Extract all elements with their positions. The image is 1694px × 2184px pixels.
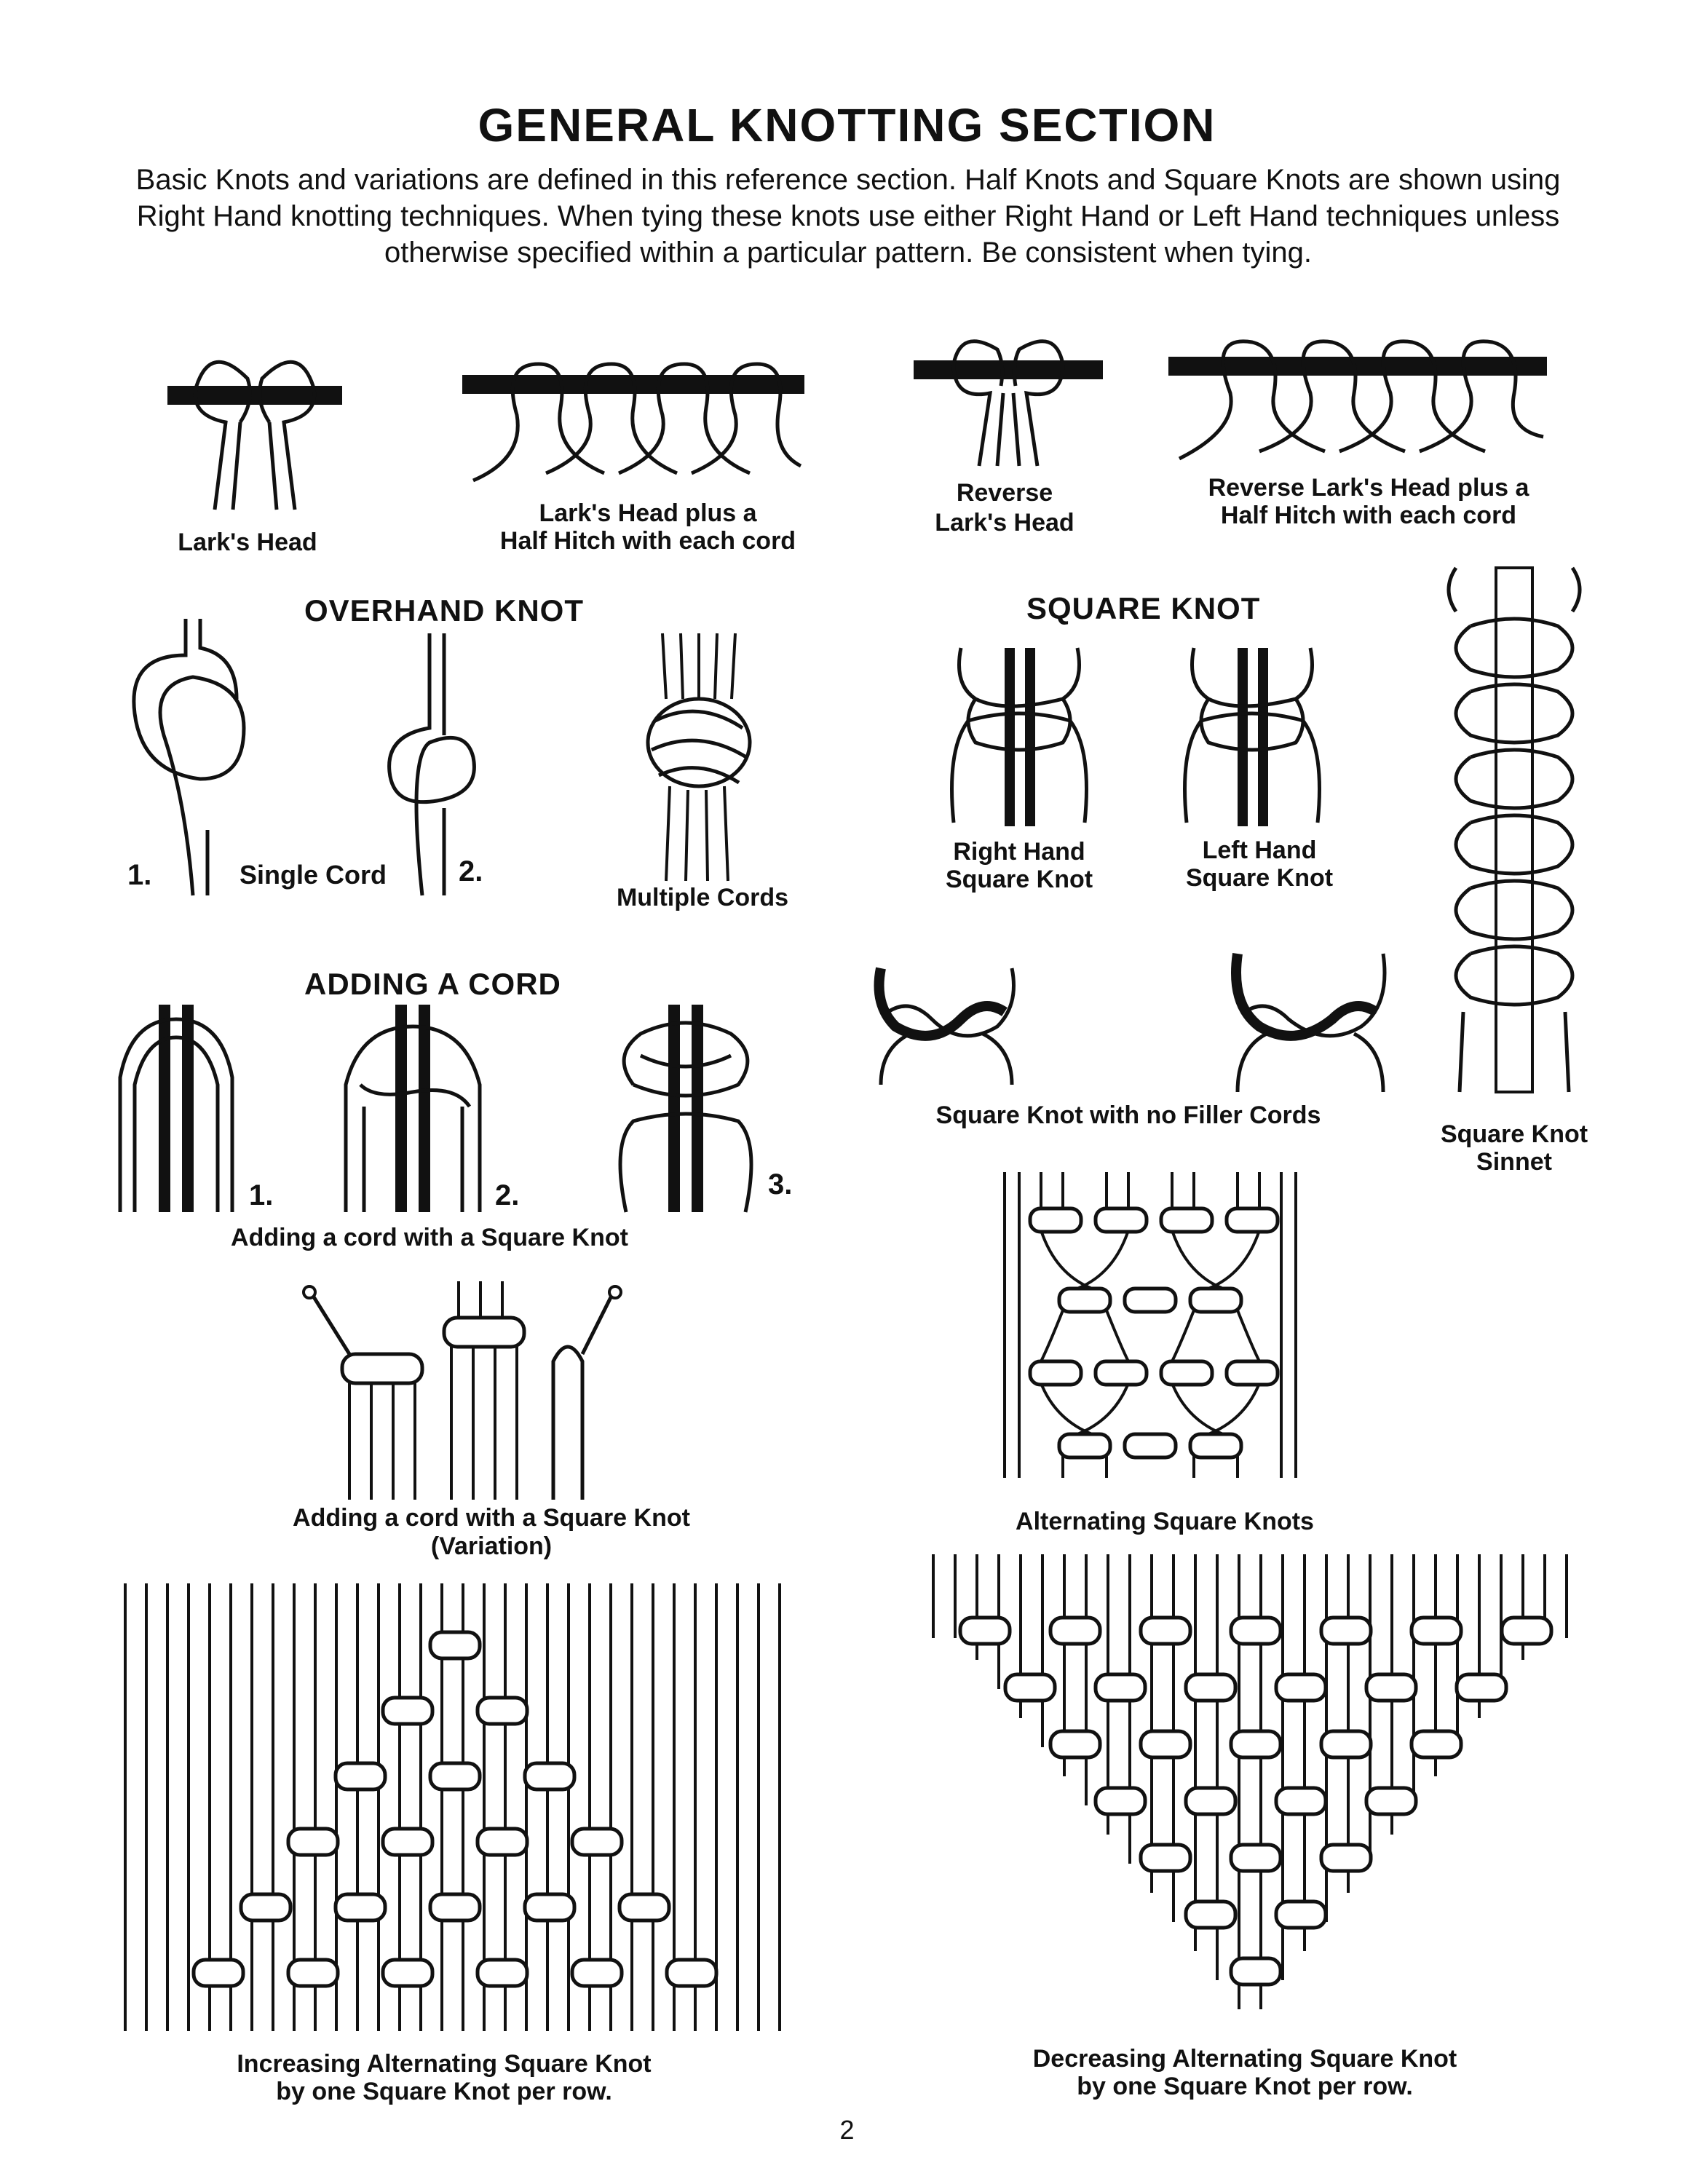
adding-cord-variation-label-1: Adding a cord with a Square Knot [293,1504,690,1532]
square-knot-mark [430,1894,480,1920]
sinnet-label-2: Sinnet [1476,1148,1552,1176]
square-knot-mark [1276,1788,1326,1814]
adding-cord-step2-illustration [331,997,506,1216]
square-knot-mark [1231,1618,1281,1644]
square-knot-mark [1005,1674,1055,1701]
overhand-knot-heading: OVERHAND KNOT [304,593,585,628]
reverse-larks-head-label-2: Lark's Head [935,509,1074,537]
right-hand-square-knot-label-1: Right Hand [953,838,1085,866]
square-knot-mark [383,1960,432,1986]
right-hand-square-knot-label-2: Square Knot [945,866,1093,893]
adding-cord-step3-illustration [604,997,772,1216]
intro-paragraph: Basic Knots and variations are defined in this reference section. Half Knots and Square Knots are shown using Right Hand knotting techniques. When tying these knots use either Right Hand or Left Hand techniques unless otherwise specified within a particular pattern. Be consistent when tying. [135,164,1561,269]
square-knot-mark [1366,1788,1416,1814]
sinnet-label-1: Square Knot [1440,1120,1588,1148]
decreasing-alternating-square-knot-illustration [925,1551,1587,2031]
adding-step2-number: 2. [495,1179,520,1211]
square-knot-mark [383,1698,432,1724]
adding-cord-caption: Adding a cord with a Square Knot [231,1224,628,1251]
left-hand-square-knot-illustration [1165,641,1339,830]
square-knot-mark [1276,1902,1326,1928]
square-knot-mark [1321,1731,1371,1757]
square-knot-mark [288,1960,338,1986]
square-knot-sinnet-illustration [1427,561,1602,1099]
decreasing-label-2: by one Square Knot per row. [1077,2073,1413,2100]
square-knot-mark [667,1960,716,1986]
adding-cord-variation-illustration [291,1274,641,1507]
reverse-larks-head-half-hitch-label-1: Reverse Lark's Head plus a [1208,474,1529,502]
larks-head-half-hitch-illustration [459,335,808,502]
larks-head-half-hitch-label-2: Half Hitch with each cord [499,527,796,555]
square-knot-mark [620,1894,669,1920]
larks-head-label: Lark's Head [178,529,317,556]
adding-cord-variation-label-2: (Variation) [430,1532,553,1560]
square-knot-mark [1502,1618,1551,1644]
square-knot-mark [1141,1845,1190,1871]
square-knot-heading: SQUARE KNOT [1026,591,1261,625]
square-knot-mark [478,1698,527,1724]
square-knot-mark [241,1894,290,1920]
increasing-label-2: by one Square Knot per row. [276,2078,612,2105]
square-knot-mark [336,1763,385,1789]
square-knot-no-filler-right-illustration [1208,946,1398,1099]
square-knot-mark [1050,1731,1100,1757]
square-knot-mark [572,1960,622,1986]
square-knot-mark [1366,1674,1416,1701]
left-hand-square-knot-label-2: Square Knot [1185,864,1334,892]
square-knot-mark [1457,1674,1506,1701]
increasing-label-1: Increasing Alternating Square Knot [237,2050,652,2078]
square-knot-mark [1186,1674,1235,1701]
square-knot-mark [1321,1845,1371,1871]
square-knot-mark [336,1894,385,1920]
square-knot-mark [478,1960,527,1986]
square-knot-mark [194,1960,243,1986]
square-knot-mark [430,1763,480,1789]
reverse-larks-head-half-hitch-label-2: Half Hitch with each cord [1220,502,1517,529]
square-knot-mark [960,1618,1010,1644]
square-knot-mark [1050,1618,1100,1644]
alternating-square-knots-illustration [997,1165,1303,1485]
square-knot-no-filler-left-illustration [866,961,1026,1092]
adding-cord-step1-illustration [109,997,255,1216]
square-knot-mark [1186,1902,1235,1928]
square-knot-mark [1141,1731,1190,1757]
reverse-larks-head-half-hitch-illustration [1165,320,1551,473]
increasing-alternating-square-knot-illustration [116,1580,793,2038]
adding-step1-number: 1. [249,1179,274,1211]
overhand-step1-number: 1. [127,859,152,891]
page-number: 2 [839,2115,855,2145]
alternating-square-knots-label: Alternating Square Knots [1016,1508,1314,1535]
square-knot-mark [1096,1674,1145,1701]
square-knot-mark [1276,1674,1326,1701]
overhand-knot-multiple-cords-illustration [626,626,772,888]
square-knot-mark [1231,1958,1281,1985]
square-knot-mark [1231,1845,1281,1871]
square-knot-mark [1186,1788,1235,1814]
square-knot-mark [430,1632,480,1658]
square-knot-mark [525,1763,574,1789]
decreasing-label-1: Decreasing Alternating Square Knot [1032,2045,1457,2073]
adding-step3-number: 3. [768,1168,793,1200]
square-knot-mark [1412,1731,1461,1757]
square-knot-mark [1412,1618,1461,1644]
page-title: GENERAL KNOTTING SECTION [478,99,1216,151]
square-knot-mark [1141,1618,1190,1644]
square-knot-no-filler-label: Square Knot with no Filler Cords [935,1101,1321,1129]
multiple-cords-label: Multiple Cords [616,884,789,911]
square-knot-mark [478,1829,527,1855]
reverse-larks-head-illustration [910,320,1107,473]
square-knot-mark [1096,1788,1145,1814]
square-knot-mark [1321,1618,1371,1644]
overhand-step2-number: 2. [459,855,483,887]
square-knot-mark [1231,1731,1281,1757]
right-hand-square-knot-illustration [932,641,1107,830]
larks-head-half-hitch-label-1: Lark's Head plus a [539,499,757,527]
square-knot-mark [288,1829,338,1855]
reverse-larks-head-label-1: Reverse [956,479,1053,507]
adding-a-cord-heading: ADDING A CORD [304,967,561,1001]
single-cord-label: Single Cord [239,860,387,890]
left-hand-square-knot-label-1: Left Hand [1202,836,1317,864]
square-knot-mark [383,1829,432,1855]
square-knot-mark [525,1894,574,1920]
larks-head-illustration [160,328,349,517]
square-knot-mark [572,1829,622,1855]
